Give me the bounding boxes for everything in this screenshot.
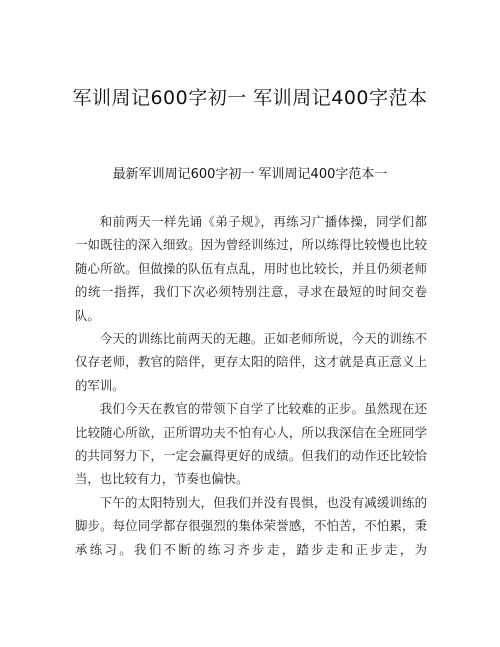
paragraph: 和前两天一样先诵《弟子规》，再练习广播体操，同学们都一如既往的深入细致。因为曾经训练过，所以练得比较慢也比较随心所欲。但做操的队伍有点乱，用时也比较长，并且仍须老师的统一指挥，我们下次必须特别注意，寻求在最短的时间交卷队。: [75, 214, 427, 323]
paragraph: 下午的太阳特别大，但我们并没有畏惧，也没有减缓训练的脚步。每位同学都存很强烈的集体荣誉感，不怕苦，不怕累，秉承练习。我们不断的练习齐步走，踏步走和正步走，为: [75, 494, 427, 557]
paragraph: 今天的训练比前两天的无趣。正如老师所说，今天的训练不仅存老师，教官的陪伴，更存太阳的陪伴，这才就是真正意义上的军训。: [75, 331, 427, 393]
paragraph: 我们今天在教官的带领下自学了比较难的正步。虽然现在还比较随心所欲，正所谓功夫不怕有心人，所以我深信在全班同学的共同努力下，一定会赢得更好的成绩。但我们的动作还比较恰当，也比较有力，节奏也偏快。: [75, 401, 427, 487]
section-title: 最新军训周记600字初一 军训周记400字范本一: [112, 167, 388, 182]
document-body: [75, 210, 427, 561]
document-title: 军训周记600字初一 军训周记400字范本: [72, 87, 428, 109]
